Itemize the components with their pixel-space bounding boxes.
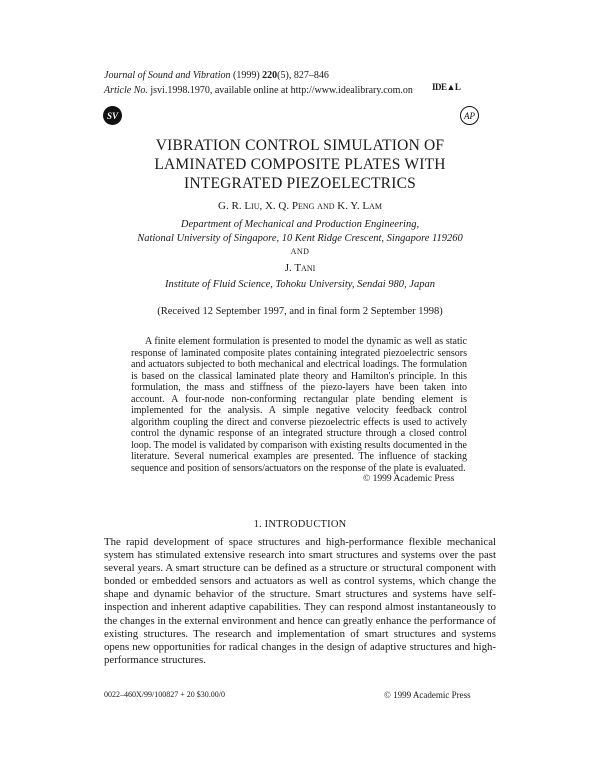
journal-volume: 220 <box>262 70 278 81</box>
affiliation-primary <box>104 218 496 246</box>
and-separator: AND <box>290 247 310 256</box>
article-label: Article No. <box>104 85 148 96</box>
citation-line-1 <box>104 68 413 83</box>
abstract-text: A finite element formulation is presented to model the dynamic as well as static response of laminated composite plates containing integrated piezoelectric sensors and actuators subjected to both mechanical and electrical loadings. The formulation is based on the classical laminated plate theory and Hamilton's principle. In this formulation, the mass and stiffness of the piezo-layers have been taken into account. A four-node non-conforming rectangular plate bending element is implemented for the analysis. A simple negative velocity feedback control algorithm coupling the direct and converse piezoelectric effects is used to actively control the dynamic response of an integrated structure through a closed control loop. The model is validated by comparison with existing results documented in the literature. Several numerical examples are presented. The influence of stacking sequence and position of sensors/actuators on the response of the plate is evaluated. <box>131 336 467 474</box>
affiliation-secondary: Institute of Fluid Science, Tohoku University, Sendai 980, Japan <box>165 279 435 290</box>
title-line: LAMINATED COMPOSITE PLATES WITH <box>154 156 446 173</box>
ap-publisher-logo-icon: AP <box>460 106 479 125</box>
affiliation-line: Department of Mechanical and Production Engineering, <box>180 219 420 230</box>
affiliation-line: National University of Singapore, 10 Kent Ridge Crescent, Singapore 119260 <box>137 233 463 244</box>
footer-code: 0022–460X/99/100827 + 20 $30.00/0 <box>104 690 225 699</box>
article-number: jsvi.1998.1970, available online at http://www.idealibrary.com.on <box>147 85 413 96</box>
journal-year: (1999) <box>230 70 263 81</box>
journal-citation <box>104 68 413 98</box>
journal-name: Journal of Sound and Vibration <box>104 70 231 81</box>
authors-primary: G. R. Liu, X. Q. Peng and K. Y. Lam <box>218 200 382 212</box>
section-heading: 1. INTRODUCTION <box>253 519 347 530</box>
abstract-copyright: © 1999 Academic Press <box>363 474 455 484</box>
title-line: INTEGRATED PIEZOELECTRICS <box>184 175 416 192</box>
received-dates: (Received 12 September 1997, and in final form 2 September 1998) <box>157 306 443 317</box>
sv-publisher-logo-icon: SV <box>103 106 122 125</box>
citation-line-2 <box>104 83 413 98</box>
footer-copyright: © 1999 Academic Press <box>384 690 471 700</box>
paper-title <box>104 136 496 193</box>
introduction-paragraph: The rapid development of space structures and high-performance flexible mechanical system has stimulated extensive research into smart structures and systems over the past several years. A smart structure can be defined as a structure or structural component with bonded or embedded sensors and actuators as well as control systems, which change the shape and dynamic behavior of the structure. Smart structures and systems have self-inspection and inherent adaptive capabilities. They can respond almost instantaneously to the changes in the external environment and hence can greatly enhance the performance of existing structures. The research and implementation of smart structures and systems opens new opportunities for radical changes in the design of adaptive structures and high-performance structures. <box>104 536 496 666</box>
journal-pages: (5), 827–846 <box>277 70 329 81</box>
author-secondary: J. Tani <box>284 262 316 274</box>
ideal-library-logo: IDE▲L <box>432 82 461 92</box>
title-line: VIBRATION CONTROL SIMULATION OF <box>155 137 445 154</box>
